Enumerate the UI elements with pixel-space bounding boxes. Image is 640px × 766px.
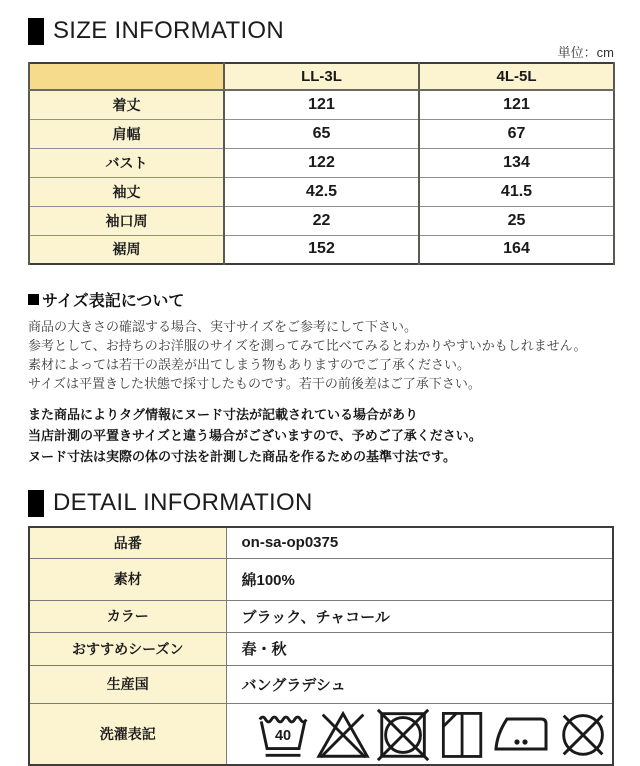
size-row-label: 袖丈 [29, 177, 224, 206]
table-row [29, 600, 613, 632]
size-value: 164 [419, 235, 614, 264]
iron-medium-icon [492, 707, 552, 761]
size-row-label: 着丈 [29, 90, 224, 119]
size-row-label: 肩幅 [29, 119, 224, 148]
size-value: 122 [224, 148, 419, 177]
note-line: 商品の大きさの確認する場合、実寸サイズをご参考にして下さい。 [28, 319, 417, 334]
size-value: 22 [224, 206, 419, 235]
line-dry-in-shade-icon [434, 707, 490, 761]
note-line: また商品によりタグ情報にヌード寸法が記載されている場合があり [28, 407, 419, 422]
section-marker-icon [28, 490, 44, 517]
size-value: 42.5 [224, 177, 419, 206]
size-table-header-row [29, 63, 614, 90]
section-marker-icon [28, 18, 44, 45]
unit-label: 単位：cm [557, 45, 614, 60]
no-tumble-dry-icon [374, 707, 432, 761]
no-bleach-icon [314, 707, 372, 761]
detail-table [28, 526, 614, 766]
material-value: 綿100% [226, 558, 613, 600]
note-line: ヌード寸法は実際の体の寸法を計測した商品を作るための基準寸法です。 [28, 449, 456, 464]
size-notes-paragraph [28, 317, 614, 393]
table-row [29, 148, 614, 177]
black-square-icon [28, 294, 39, 305]
size-value: 65 [224, 119, 419, 148]
note-line: 当店計測の平置きサイズと違う場合がございますので、予めご了承ください。 [28, 428, 482, 443]
season-value: 春・秋 [226, 632, 613, 665]
size-notes-header [28, 290, 614, 309]
table-row [29, 206, 614, 235]
table-row [29, 235, 614, 264]
size-section-title: SIZE INFORMATION [53, 17, 285, 44]
wash-40-gentle-icon [254, 707, 312, 761]
size-value: 41.5 [419, 177, 614, 206]
country-value: バングラデシュ [226, 665, 613, 703]
detail-row-label: 生産国 [29, 665, 226, 703]
size-table [28, 62, 615, 265]
size-table-corner-cell [29, 63, 224, 90]
detail-row-label: おすすめシーズン [29, 632, 226, 665]
note-line: サイズは平置きした状態で採寸したものです。若干の前後差はご了承下さい。 [28, 376, 481, 391]
size-row-label: 裾周 [29, 235, 224, 264]
detail-row-label: 素材 [29, 558, 226, 600]
product-number-value: on-sa-op0375 [226, 527, 613, 558]
table-row [29, 703, 613, 765]
detail-row-label: カラー [29, 600, 226, 632]
table-row [29, 527, 613, 558]
size-value: 25 [419, 206, 614, 235]
size-col-header-ll-3l: LL-3L [224, 63, 419, 90]
table-row [29, 632, 613, 665]
table-row [29, 90, 614, 119]
size-value: 134 [419, 148, 614, 177]
no-dry-clean-icon [554, 707, 612, 761]
table-row [29, 177, 614, 206]
table-row [29, 665, 613, 703]
note-line: 参考として、お持ちのお洋服のサイズを測ってみて比べてみるとわかりやすいかもしれません。 [28, 338, 587, 353]
color-value: ブラック、チャコール [226, 600, 613, 632]
care-symbols [242, 707, 613, 761]
size-value: 152 [224, 235, 419, 264]
size-value: 121 [224, 90, 419, 119]
svg-text:40: 40 [274, 727, 291, 744]
note-line: 素材によっては若干の誤差が出てしまう物もありますのでご了承ください。 [28, 357, 471, 372]
detail-row-label: 洗濯表記 [29, 703, 226, 765]
table-row [29, 558, 613, 600]
nude-size-note-paragraph [28, 404, 614, 467]
size-notes-title: サイズ表記について [42, 293, 185, 310]
size-value: 121 [419, 90, 614, 119]
size-col-header-4l-5l: 4L-5L [419, 63, 614, 90]
size-row-label: 袖口周 [29, 206, 224, 235]
detail-section-title: DETAIL INFORMATION [53, 489, 313, 516]
size-information-header [28, 17, 614, 45]
table-row [29, 119, 614, 148]
size-value: 67 [419, 119, 614, 148]
detail-information-header [28, 489, 614, 517]
detail-row-label: 品番 [29, 527, 226, 558]
size-row-label: バスト [29, 148, 224, 177]
